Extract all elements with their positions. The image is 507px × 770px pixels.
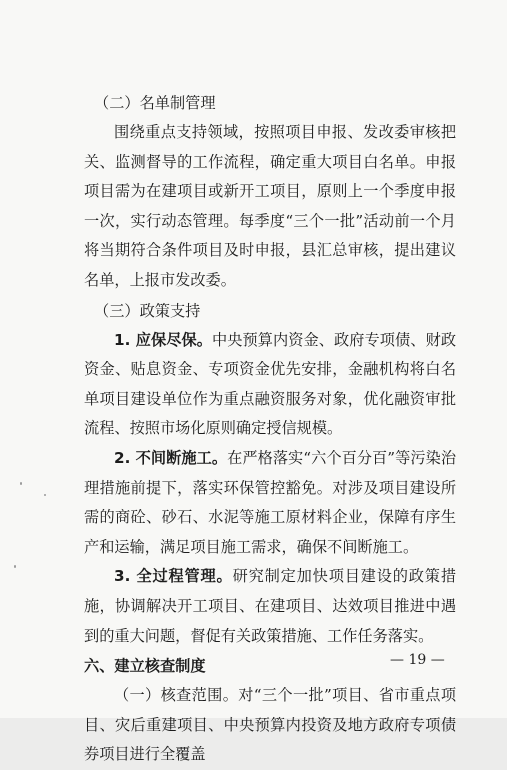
policy-item-2-title: 2. 不间断施工。 [114, 448, 228, 467]
verification-scope-paragraph [84, 681, 456, 770]
scan-speck [20, 482, 22, 485]
verification-scope-label: （一）核查范围。 [114, 686, 239, 705]
scan-speck [44, 494, 46, 496]
section-heading-verification-system: 六、建立核查制度 [84, 657, 206, 676]
policy-item-2 [84, 444, 456, 562]
section-heading-list-management: （二）名单制管理 [94, 94, 216, 112]
policy-item-2-text: 在严格落实“六个百分百”等污染治理措施前提下，落实环保管控豁免。对涉及项目建设所需的商砼、砂石、水泥等施工原材料企业，保障有序生产和运输，满足项目施工需求，确保不间断施工。 [84, 448, 457, 556]
policy-item-3-title: 3. 全过程管理。 [114, 567, 233, 586]
policy-item-1-text: 中央预算内资金、政府专项债、财政资金、贴息资金、专项资金优先安排，金融机构将白名单项目建设单位作为重点融资服务对象，优化融资审批流程、按照市场化原则确定授信规模。 [84, 330, 457, 438]
section-heading-policy-support: （三）政策支持 [94, 301, 201, 320]
policy-item-1-title: 1. 应保尽保。 [114, 330, 212, 349]
list-management-paragraph: 围绕重点支持领域，按照项目申报、发改委审核把关、监测督导的工作流程，确定重大项目白名单。申报项目需为在建项目或新开工项目，原则上一个季度申报一次，实行动态管理。每季度“三个一批”活动前一个月将当期符合条件项目及时申报，县汇总审核，提出建议名单，上报市发改委。 [84, 123, 456, 289]
policy-item-1 [84, 326, 456, 444]
page-number: — 19 — [390, 652, 445, 668]
policy-item-3 [84, 562, 456, 651]
verification-scope-text: 对“三个一批”项目、省市重点项目、灾后重建项目、中央预算内投资及地方政府专项债券项目进行全覆盖 [84, 686, 457, 764]
scan-speck [14, 565, 16, 568]
policy-item-3-text: 研究制定加快项目建设的政策措施，协调解决开工项目、在建项目、达效项目推进中遇到的重大问题，督促有关政策措施、工作任务落实。 [84, 567, 457, 645]
